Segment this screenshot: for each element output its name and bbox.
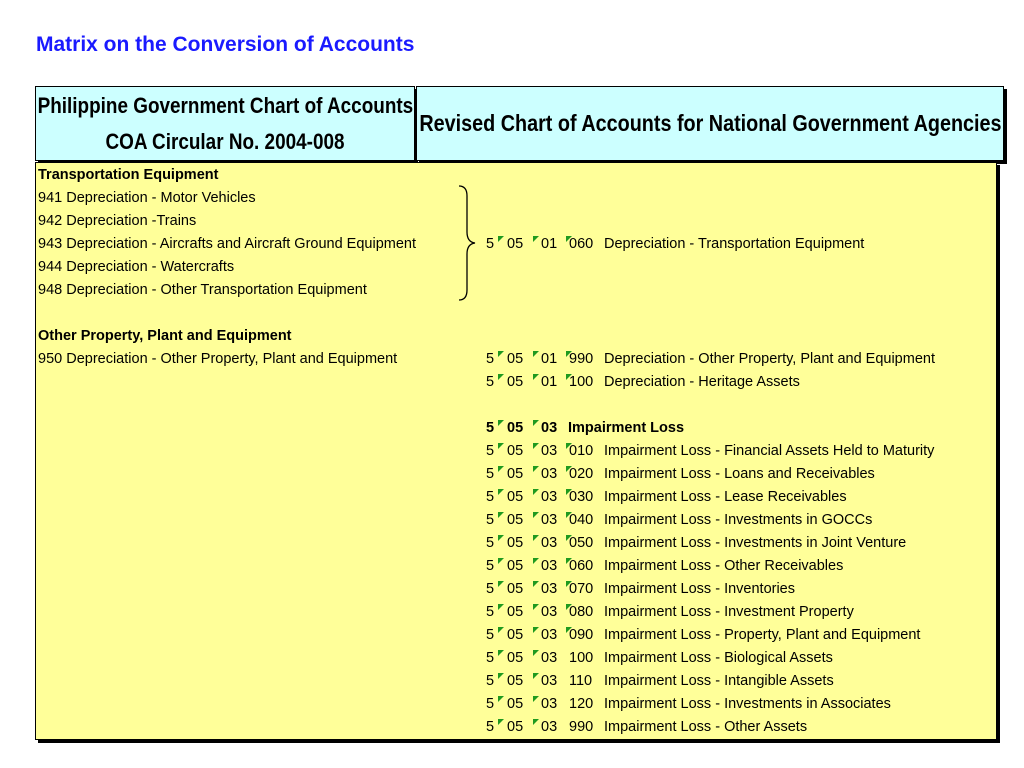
cell-comment-marker-icon — [533, 650, 539, 656]
left-item: 950 Depreciation - Other Property, Plant and Equipment — [38, 351, 398, 367]
cell-comment-marker-icon — [498, 236, 504, 242]
page-title: Matrix on the Conversion of Accounts — [36, 33, 415, 56]
header-left-line2: COA Circular No. 2004-008 — [105, 128, 345, 154]
cell-comment-marker-icon — [533, 466, 539, 472]
account-code-part: 05 — [507, 650, 524, 666]
cell-comment-marker-icon — [533, 512, 539, 518]
cell-comment-marker-icon — [566, 627, 572, 633]
account-code-part: 100 — [569, 374, 594, 390]
cell-comment-marker-icon — [498, 512, 504, 518]
account-code-part: 03 — [541, 420, 558, 436]
account-code-part: 070 — [569, 581, 594, 597]
account-code-part: 03 — [541, 443, 558, 459]
account-code-part: 5 — [486, 719, 495, 735]
account-code-part: 03 — [541, 650, 558, 666]
cell-comment-marker-icon — [566, 604, 572, 610]
account-description: Impairment Loss - Financial Assets Held to Maturity — [604, 443, 935, 459]
cell-comment-marker-icon — [566, 351, 572, 357]
account-code-part: 01 — [541, 236, 558, 252]
header-left-line1: Philippine Government Chart of Accounts — [37, 92, 413, 118]
account-code-part: 05 — [507, 466, 524, 482]
account-code-part: 5 — [486, 443, 495, 459]
account-code-part: 03 — [541, 673, 558, 689]
header-right-title: Revised Chart of Accounts for National Government Agencies — [418, 110, 1002, 136]
account-code-part: 5 — [486, 466, 495, 482]
cell-comment-marker-icon — [533, 604, 539, 610]
account-code-part: 040 — [569, 512, 594, 528]
account-code-part: 5 — [486, 650, 495, 666]
cell-comment-marker-icon — [533, 420, 539, 426]
cell-comment-marker-icon — [566, 443, 572, 449]
left-item: 948 Depreciation - Other Transportation Equipment — [38, 282, 367, 298]
account-description: Impairment Loss - Property, Plant and Equipment — [604, 627, 921, 643]
account-code-part: 01 — [541, 374, 558, 390]
account-code-part: 020 — [569, 466, 594, 482]
account-code-part: 03 — [541, 466, 558, 482]
account-description: Impairment Loss - Loans and Receivables — [604, 466, 875, 482]
cell-comment-marker-icon — [498, 420, 504, 426]
account-code-part: 05 — [507, 489, 524, 505]
left-item: 942 Depreciation -Trains — [38, 213, 197, 229]
account-code-part: 110 — [569, 673, 593, 689]
account-description: Impairment Loss - Lease Receivables — [604, 489, 847, 505]
cell-comment-marker-icon — [498, 627, 504, 633]
account-code-part: 060 — [569, 558, 594, 574]
account-code-part: 5 — [486, 535, 495, 551]
cell-comment-marker-icon — [566, 512, 572, 518]
cell-comment-marker-icon — [566, 581, 572, 587]
cell-comment-marker-icon — [566, 466, 572, 472]
cell-comment-marker-icon — [533, 627, 539, 633]
cell-comment-marker-icon — [498, 489, 504, 495]
account-code-part: 01 — [541, 351, 558, 367]
account-description: Impairment Loss - Inventories — [604, 581, 795, 597]
account-code-part: 03 — [541, 512, 558, 528]
account-description: Impairment Loss - Investment Property — [604, 604, 854, 620]
account-code-part: 05 — [507, 374, 524, 390]
left-item: 944 Depreciation - Watercrafts — [38, 259, 235, 275]
cell-comment-marker-icon — [533, 696, 539, 702]
account-code-part: 05 — [507, 604, 524, 620]
account-code-part: 05 — [507, 627, 524, 643]
account-description: Depreciation - Transportation Equipment — [604, 236, 865, 252]
account-code-part: 05 — [507, 581, 524, 597]
account-code-part: 05 — [507, 420, 524, 436]
account-description: Impairment Loss - Intangible Assets — [604, 673, 834, 689]
account-code-part: 05 — [507, 696, 524, 712]
header-right-cell — [416, 86, 1004, 161]
account-description: Impairment Loss - Investments in GOCCs — [604, 512, 873, 528]
account-code-part: 990 — [569, 719, 594, 735]
section-heading: Transportation Equipment — [38, 167, 219, 183]
account-code-part: 03 — [541, 604, 558, 620]
account-code-part: 05 — [507, 236, 524, 252]
cell-comment-marker-icon — [566, 374, 572, 380]
cell-comment-marker-icon — [498, 558, 504, 564]
account-code-part: 5 — [486, 420, 495, 436]
account-code-part: 05 — [507, 512, 524, 528]
account-code-part: 03 — [541, 489, 558, 505]
cell-comment-marker-icon — [566, 489, 572, 495]
left-item: 941 Depreciation - Motor Vehicles — [38, 190, 256, 206]
account-code-part: 080 — [569, 604, 594, 620]
account-description: Depreciation - Other Property, Plant and Equipment — [604, 351, 935, 367]
account-code-part: 030 — [569, 489, 594, 505]
account-group-heading: Impairment Loss — [568, 420, 685, 436]
left-item: 943 Depreciation - Aircrafts and Aircraft Ground Equipment — [38, 236, 416, 252]
account-code-part: 05 — [507, 673, 524, 689]
account-code-part: 5 — [486, 696, 495, 712]
account-code-part: 03 — [541, 581, 558, 597]
cell-comment-marker-icon — [498, 581, 504, 587]
account-description: Impairment Loss - Other Receivables — [604, 558, 844, 574]
account-code-part: 5 — [486, 627, 495, 643]
account-code-part: 100 — [569, 650, 594, 666]
cell-comment-marker-icon — [533, 558, 539, 564]
header-left-cell — [35, 86, 415, 161]
cell-comment-marker-icon — [498, 673, 504, 679]
account-code-part: 120 — [569, 696, 594, 712]
account-code-part: 5 — [486, 558, 495, 574]
account-code-part: 5 — [486, 673, 495, 689]
cell-comment-marker-icon — [533, 673, 539, 679]
cell-comment-marker-icon — [498, 535, 504, 541]
cell-comment-marker-icon — [498, 351, 504, 357]
account-code-part: 05 — [507, 719, 524, 735]
account-description: Impairment Loss - Other Assets — [604, 719, 808, 735]
cell-comment-marker-icon — [566, 535, 572, 541]
account-code-part: 05 — [507, 558, 524, 574]
account-code-part: 5 — [486, 604, 495, 620]
cell-comment-marker-icon — [498, 650, 504, 656]
section-heading: Other Property, Plant and Equipment — [38, 328, 292, 344]
account-code-part: 010 — [569, 443, 594, 459]
cell-comment-marker-icon — [498, 374, 504, 380]
account-code-part: 050 — [569, 535, 594, 551]
cell-comment-marker-icon — [533, 719, 539, 725]
account-code-part: 5 — [486, 374, 495, 390]
cell-comment-marker-icon — [533, 443, 539, 449]
account-code-part: 05 — [507, 351, 524, 367]
account-code-part: 5 — [486, 512, 495, 528]
cell-comment-marker-icon — [533, 351, 539, 357]
right-brace-icon — [457, 184, 479, 302]
cell-comment-marker-icon — [498, 466, 504, 472]
account-code-part: 03 — [541, 719, 558, 735]
account-code-part: 5 — [486, 236, 495, 252]
cell-comment-marker-icon — [566, 236, 572, 242]
account-code-part: 03 — [541, 535, 558, 551]
account-description: Impairment Loss - Investments in Associates — [604, 696, 891, 712]
account-code-part: 03 — [541, 627, 558, 643]
account-description: Depreciation - Heritage Assets — [604, 374, 800, 390]
cell-comment-marker-icon — [533, 236, 539, 242]
account-code-part: 03 — [541, 558, 558, 574]
cell-comment-marker-icon — [498, 696, 504, 702]
account-code-part: 03 — [541, 696, 558, 712]
account-code-part: 090 — [569, 627, 594, 643]
account-description: Impairment Loss - Investments in Joint Venture — [604, 535, 907, 551]
cell-comment-marker-icon — [498, 604, 504, 610]
cell-comment-marker-icon — [533, 489, 539, 495]
account-code-part: 5 — [486, 581, 495, 597]
cell-comment-marker-icon — [533, 581, 539, 587]
account-code-part: 060 — [569, 236, 594, 252]
cell-comment-marker-icon — [566, 558, 572, 564]
account-code-part: 05 — [507, 443, 524, 459]
cell-comment-marker-icon — [533, 374, 539, 380]
account-code-part: 5 — [486, 351, 495, 367]
cell-comment-marker-icon — [498, 719, 504, 725]
account-code-part: 05 — [507, 535, 524, 551]
account-description: Impairment Loss - Biological Assets — [604, 650, 833, 666]
cell-comment-marker-icon — [498, 443, 504, 449]
cell-comment-marker-icon — [533, 535, 539, 541]
account-code-part: 990 — [569, 351, 594, 367]
account-code-part: 5 — [486, 489, 495, 505]
